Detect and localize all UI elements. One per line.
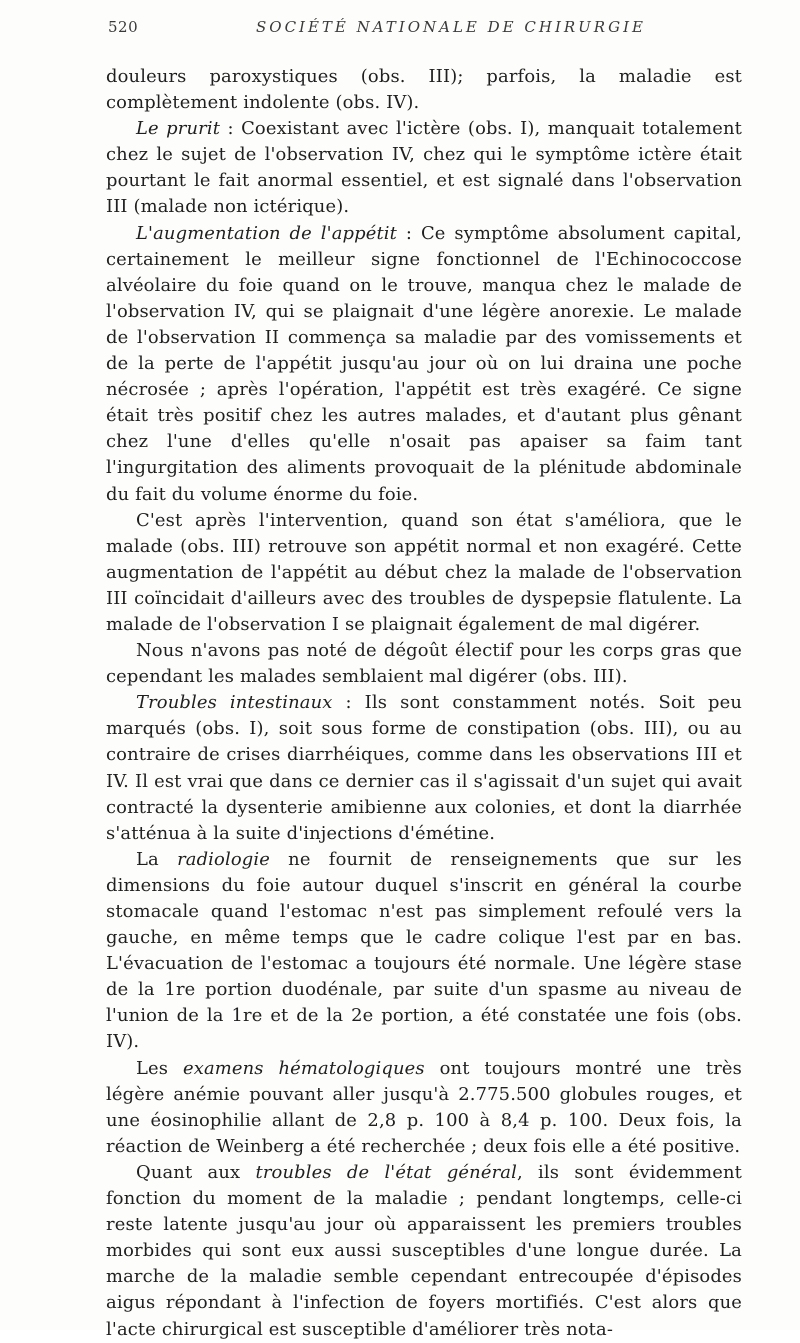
paragraph-prefix: La [136,848,178,870]
paragraph-8 [106,1056,742,1160]
page-number: 520 [108,18,139,36]
paragraph-3 [106,221,742,508]
paragraph-text: ont toujours montré une très légère anémie pouvant aller jusqu'à 2.775.500 globules rouges, et une éosinophilie allant de 2,8 p. 100 à 8,4 p. 100. Deux fois, la réaction de Weinberg a été recherchée ; deux fois elle a été positive. [106,1057,743,1157]
paragraph-text: C'est après l'intervention, quand son état s'améliora, que le malade (obs. III) retrouve son appétit normal et non exagéré. Cette augmentation de l'appétit au début chez la malade de l'observation III coïncidait d'ailleurs avec des troubles de dyspepsie flatulente. La malade de l'observation I se plaignait également de mal digérer. [106,509,742,635]
paragraph-6 [106,690,742,847]
paragraph-9 [106,1160,742,1343]
paragraph-5 [106,638,742,690]
paragraph-text: : Ils sont constamment notés. Soit peu marqués (obs. I), soit sous forme de constipation (obs. III), ou au contraire de crises diarrhéiques, comme dans les observations III et IV. Il est vrai que dans ce dernier cas il s'agissait d'un sujet qui avait contracté la dysenterie amibienne aux colonies, et dont la diarrhée s'atténua à la suite d'injections d'émétine. [106,692,743,844]
paragraph-text: , ils sont évidemment fonction du moment de la maladie ; pendant longtemps, celle-ci reste latente jusqu'au jour où apparaissent les premiers troubles morbides qui sont eux aussi susceptibles d'une longue durée. La marche de la maladie semble cependant entrecoupée d'épisodes aigus répondant à l'infection de foyers mortifiés. C'est alors que l'acte chirurgical est susceptible d'améliorer très nota- [106,1161,742,1340]
section-lead: Le prurit [136,118,221,140]
running-title: SOCIÉTÉ NATIONALE DE CHIRURGIE [256,18,646,36]
paragraph-2 [106,116,742,220]
paragraph-text: : Ce symptôme absolument capital, certainement le meilleur signe fonctionnel de l'Echinococcose alvéolaire du foie quand on le trouve, manqua chez le malade de l'observation IV, qui se plaignait d'une légère anorexie. Le malade de l'observation II commença sa maladie par des vomissements et de la perte de l'appétit jusqu'au jour où on lui draina une poche nécrosée ; après l'opération, l'appétit est très exagéré. Ce signe était très positif chez les autres malades, et d'autant plus gênant chez l'une d'elles qu'elle n'osait pas apaiser sa faim tant l'ingurgitation des aliments provoquait de la plénitude abdominale du fait du volume énorme du foie. [106,222,742,505]
paragraph-text: Nous n'avons pas noté de dégoût électif pour les corps gras que cependant les malades semblaient mal digérer (obs. III). [106,640,742,688]
page-header [108,18,758,44]
paragraph-7 [106,847,742,1056]
section-lead: radiologie [177,848,270,870]
paragraph-1 [106,64,742,116]
paragraph-text: : Coexistant avec l'ictère (obs. I), manquait totalement chez le sujet de l'observation IV, chez qui le symptôme ictère était pourtant le fait anormal essentiel, et est signalé dans l'observation III (malade non ictérique). [106,118,742,218]
body-text [106,64,742,1343]
paragraph-text: ne fournit de renseignements que sur les dimensions du foie autour duquel s'inscrit en général la courbe stomacale quand l'estomac n'est pas simplement refoulé vers la gauche, en même temps que le cadre colique l'est par en bas. L'évacuation de l'estomac a toujours été normale. Une légère stase de la 1re portion duodénale, par suite d'un spasme au niveau de l'union de la 1re et de la 2e portion, a été constatée une fois (obs. IV). [106,848,743,1053]
paragraph-prefix: Quant aux [136,1161,256,1183]
section-lead: L'augmentation de l'appétit [136,222,398,244]
section-lead: Troubles intestinaux [136,692,333,714]
paragraph-4 [106,508,742,638]
paragraph-prefix: Les [136,1057,183,1079]
section-lead: examens hématologiques [182,1057,425,1079]
paragraph-text: douleurs paroxystiques (obs. III); parfois, la maladie est complètement indolente (obs. IV). [106,66,742,114]
section-lead: troubles de l'état général [255,1161,517,1183]
